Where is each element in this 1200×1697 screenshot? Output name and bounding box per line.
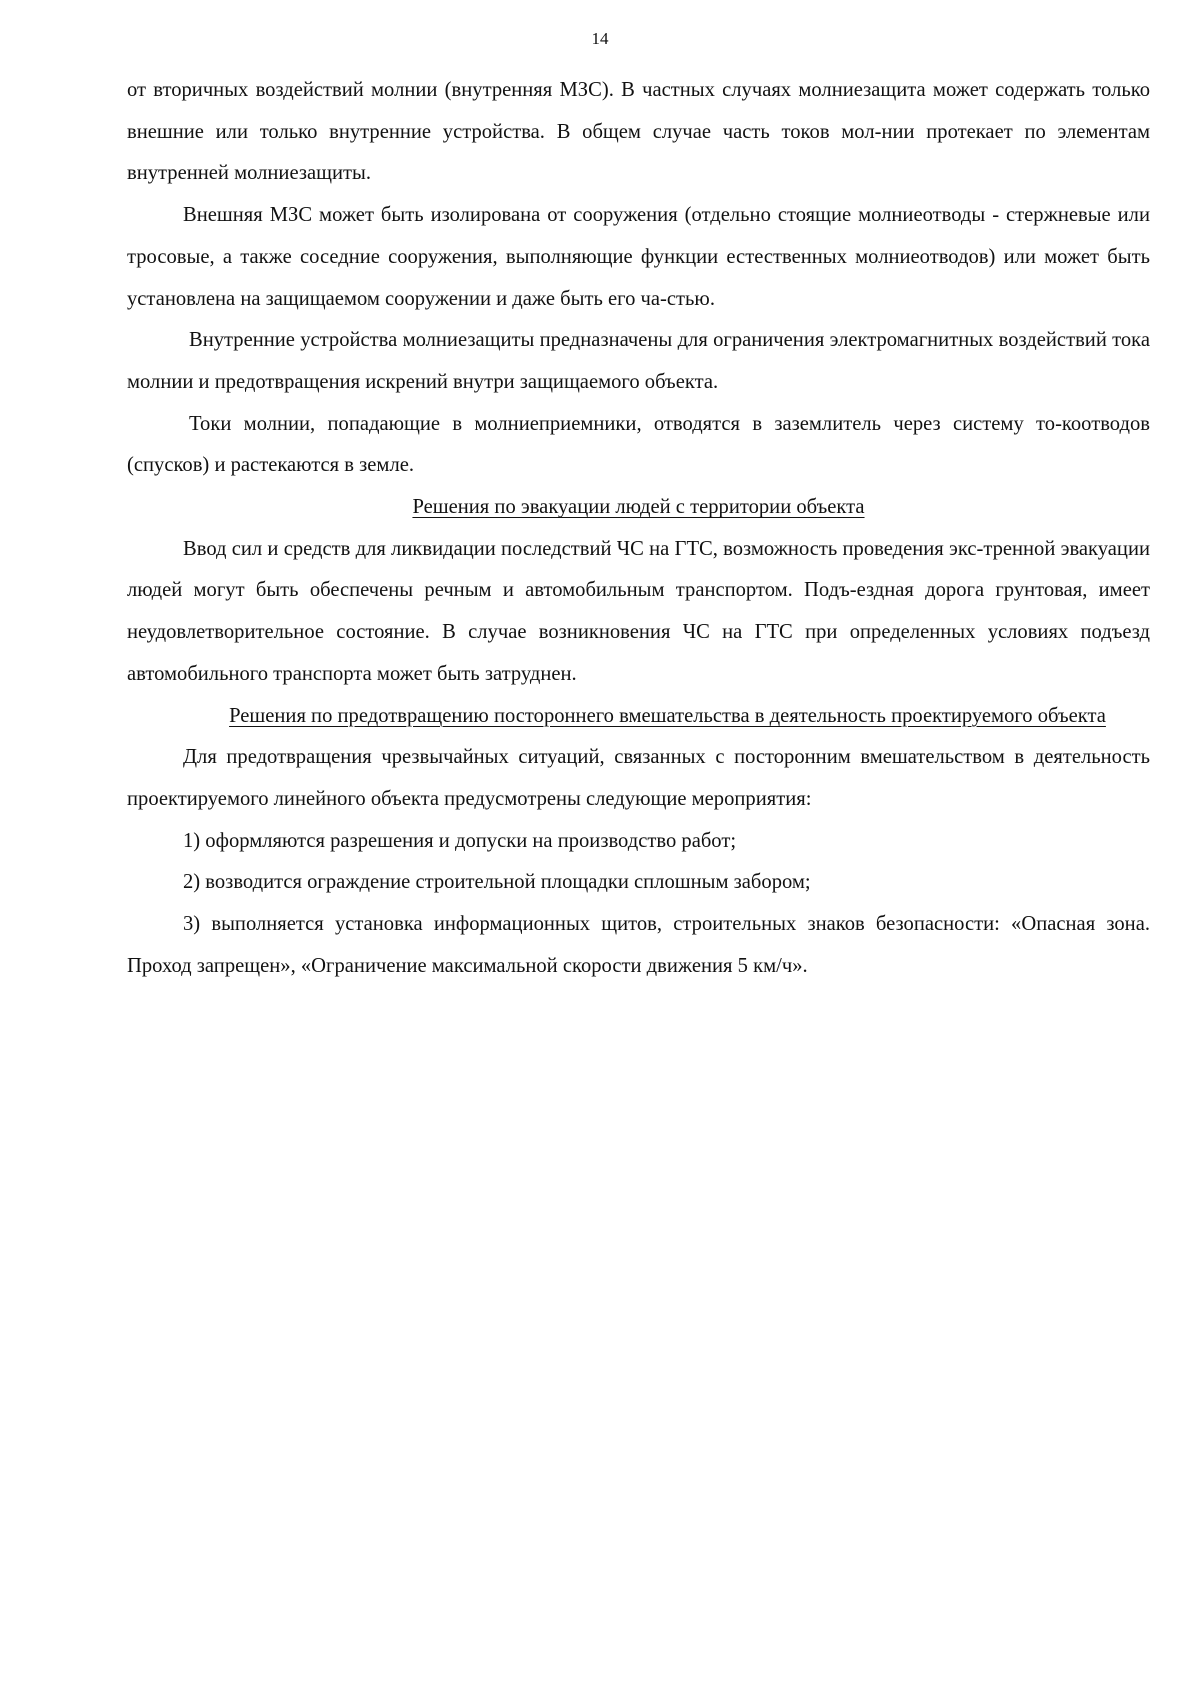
section-heading-interference-prevention: Решения по предотвращению постороннего вмешательства в деятельность проектируемого объекта [229,704,1106,727]
list-item-permits: 1) оформляются разрешения и допуски на производство работ; [183,829,737,852]
page-number: 14 [591,29,609,48]
list-item-fence: 2) возводится ограждение строительной площадки сплошным забором; [183,871,811,894]
paragraph-lightning-protection-continued: от вторичных воздействий молнии (внутренняя МЗС). В частных случаях молниезащита может содержать только внешние или только внутренние устройства. В общем случае часть токов мол-нии протекает по элементам внутренней молниезащиты. [127,79,1150,185]
paragraph-evacuation: Ввод сил и средств для ликвидации последствий ЧС на ГТС, возможность проведения экс-тренной эвакуации людей могут быть обеспечены речным и автомобильным транспортом. Подъ-ездная дорога грунтовая, имеет неудовлетворительное состояние. В случае возникновения ЧС на ГТС при определенных условиях подъезд автомобильного транспорта может быть затруднен. [127,537,1150,685]
page-content [127,70,1150,987]
paragraph-external-protection: Внешняя МЗС может быть изолирована от сооружения (отдельно стоящие молниеотводы - стержневые или тросовые, а также соседние сооружения, выполняющие функции естественных молниеотводов) или может быть установлена на защищаемом сооружении и даже быть его ча-стью. [127,204,1150,310]
list-item-signs: 3) выполняется установка информационных щитов, строительных знаков безопасности: «Опасная зона. Проход запрещен», «Ограничение максимальной скорости движения 5 км/ч». [127,913,1150,977]
section-heading-evacuation: Решения по эвакуации людей с территории объекта [412,496,865,519]
paragraph-lightning-currents: Токи молнии, попадающие в молниеприемники, отводятся в заземлитель через систему то-коотводов (спусков) и растекаются в земле. [127,412,1150,477]
paragraph-internal-protection: Внутренние устройства молниезащиты предназначены для ограничения электромагнитных воздействий тока молнии и предотвращения искрений внутри защищаемого объекта. [127,329,1150,393]
paragraph-interference-measures: Для предотвращения чрезвычайных ситуаций, связанных с посторонним вмешательством в деятельность проектируемого линейного объекта предусмотрены следующие мероприятия: [127,746,1150,810]
